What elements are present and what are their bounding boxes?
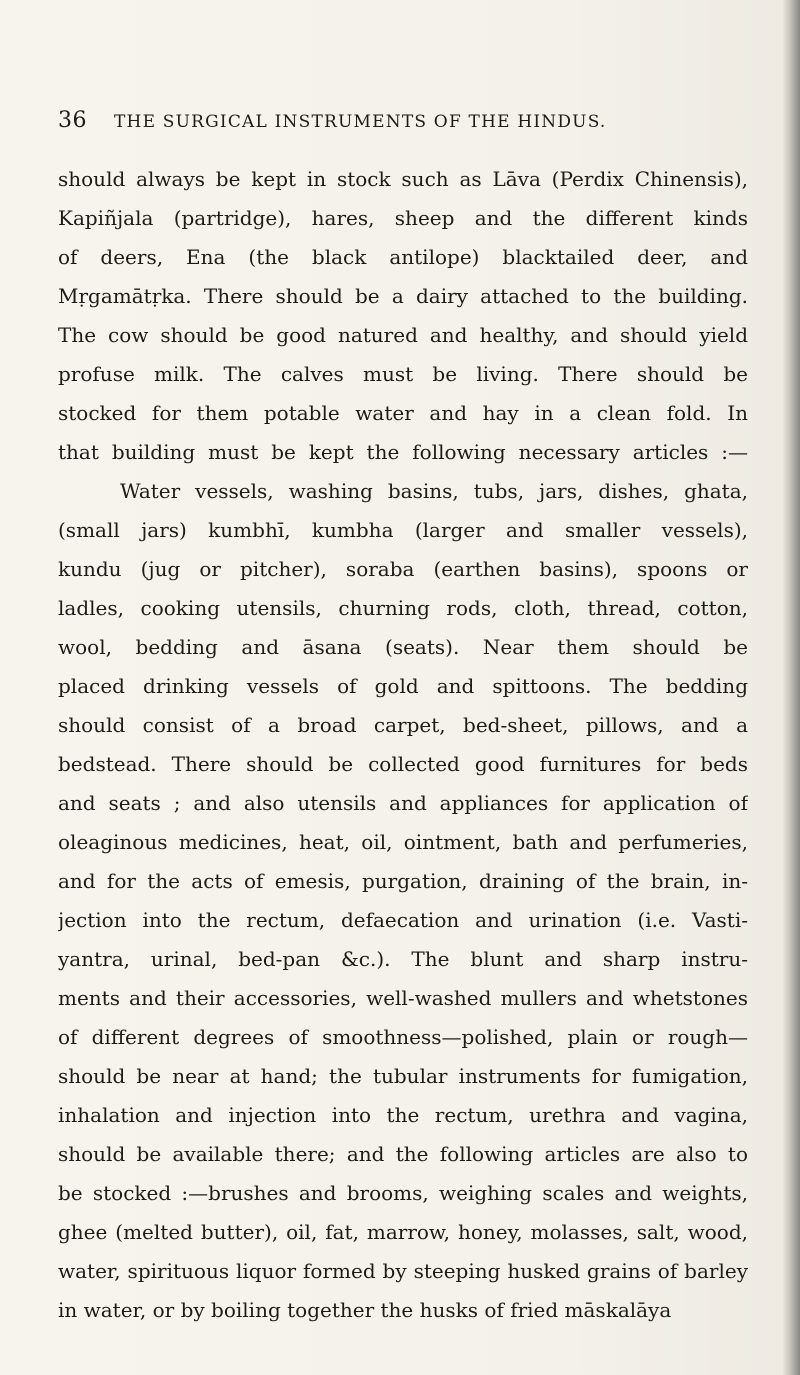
text-line: of deers, Ena (the black antilope) blacktailed deer, and (58, 245, 748, 269)
page-number: 36 (58, 108, 87, 133)
text-line: of different degrees of smoothness—polished, plain or rough— (58, 1025, 748, 1049)
text-line: and for the acts of emesis, purgation, draining of the brain, in- (58, 869, 748, 893)
text-line: (small jars) kumbhī, kumbha (larger and smaller vessels), (58, 518, 748, 542)
text-line: Mṛgamātṛka. There should be a dairy attached to the building. (58, 284, 748, 308)
text-line: ghee (melted butter), oil, fat, marrow, honey, molasses, salt, wood, (58, 1220, 748, 1244)
running-title: THE SURGICAL INSTRUMENTS OF THE HINDUS. (114, 112, 607, 132)
text-line: Kapiñjala (partridge), hares, sheep and the different kinds (58, 206, 748, 230)
text-line: wool, bedding and āsana (seats). Near them should be (58, 635, 748, 659)
text-line: that building must be kept the following necessary articles :— (58, 440, 748, 464)
text-line: kundu (jug or pitcher), soraba (earthen basins), spoons or (58, 557, 748, 581)
text-line: bedstead. There should be collected good furnitures for beds (58, 752, 748, 776)
text-line: The cow should be good natured and healthy, and should yield (58, 323, 748, 347)
text-line: oleaginous medicines, heat, oil, ointment, bath and perfumeries, (58, 830, 748, 854)
text-line: ladles, cooking utensils, churning rods, cloth, thread, cotton, (58, 596, 748, 620)
text-line: stocked for them potable water and hay in a clean fold. In (58, 401, 748, 425)
text-line: jection into the rectum, defaecation and urination (i.e. Vasti- (58, 908, 748, 932)
text-line: should consist of a broad carpet, bed-sheet, pillows, and a (58, 713, 748, 737)
text-line: inhalation and injection into the rectum, urethra and vagina, (58, 1103, 748, 1127)
text-line: placed drinking vessels of gold and spittoons. The bedding (58, 674, 748, 698)
page-edge-shadow (782, 0, 800, 1375)
text-line: profuse milk. The calves must be living. There should be (58, 362, 748, 386)
text-line: be stocked :—brushes and brooms, weighing scales and weights, (58, 1181, 748, 1205)
text-line: ments and their accessories, well-washed mullers and whetstones (58, 986, 748, 1010)
text-line: should be available there; and the following articles are also to (58, 1142, 748, 1166)
text-line: Water vessels, washing basins, tubs, jars, dishes, ghata, (120, 479, 748, 503)
text-line: in water, or by boiling together the husks of fried māskalāya (58, 1298, 672, 1322)
page-header (58, 108, 748, 138)
text-line: and seats ; and also utensils and appliances for application of (58, 791, 748, 815)
text-line: yantra, urinal, bed-pan &c.). The blunt and sharp instru- (58, 947, 748, 971)
text-line: should be near at hand; the tubular instruments for fumigation, (58, 1064, 748, 1088)
text-line: water, spirituous liquor formed by steeping husked grains of barley (58, 1259, 748, 1283)
text-line: should always be kept in stock such as Lāva (Perdix Chinensis), (58, 167, 748, 191)
